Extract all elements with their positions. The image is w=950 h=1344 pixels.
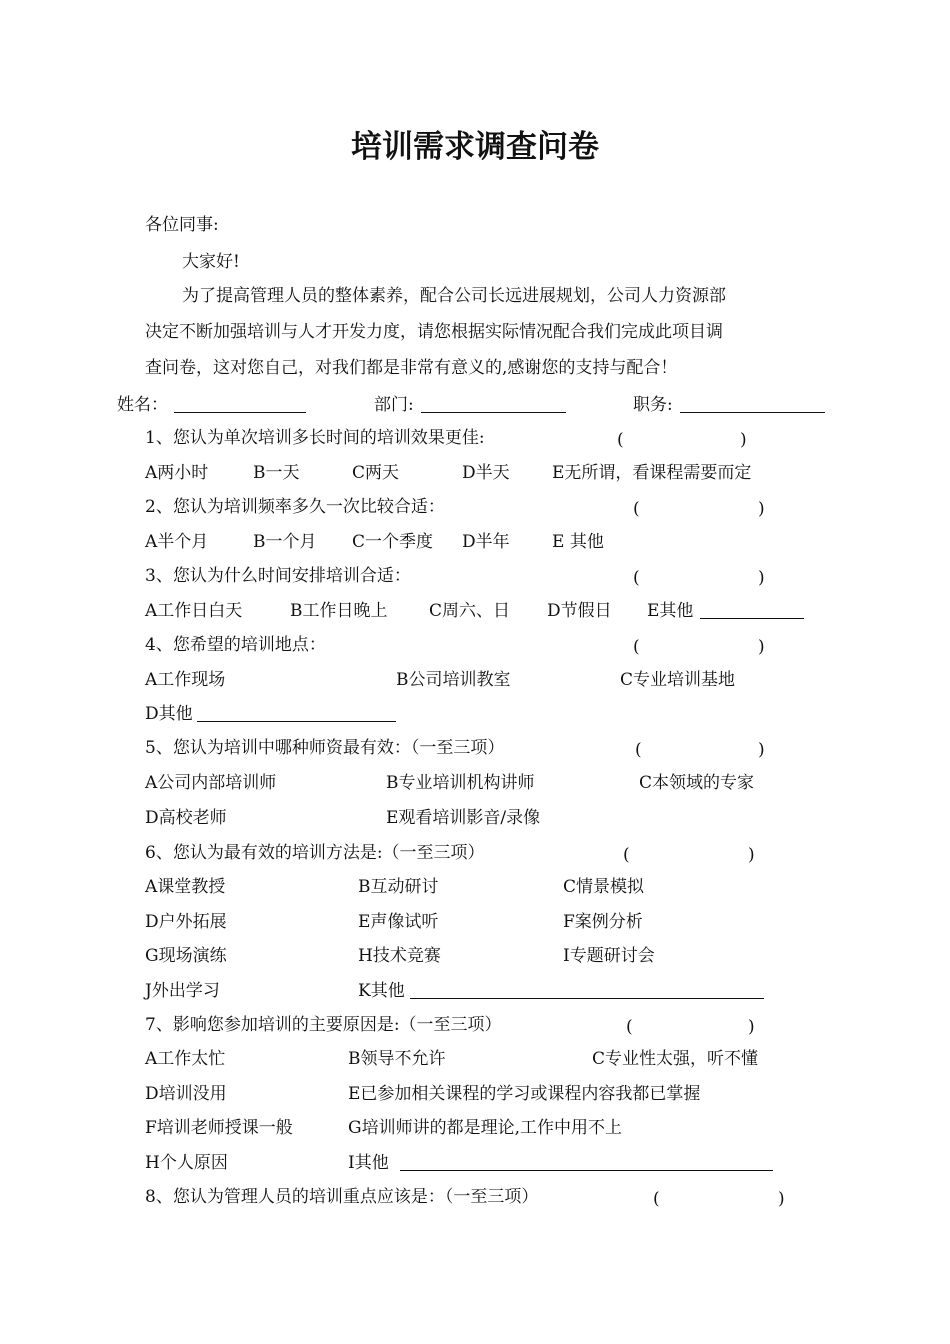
answer-close-paren: ) xyxy=(758,637,765,657)
option: B专业培训机构讲师 xyxy=(386,773,535,793)
answer-close-paren: ) xyxy=(740,430,747,450)
option: D其他 xyxy=(145,704,193,724)
option: E无所谓，看课程需要而定 xyxy=(552,463,752,483)
intro-line-1: 为了提高管理人员的整体素养，配合公司长远进展规划，公司人力资源部 xyxy=(182,286,726,306)
option: D半天 xyxy=(462,463,510,483)
option: B公司培训教室 xyxy=(396,670,511,690)
option: E 其他 xyxy=(552,532,604,552)
answer-open-paren: ( xyxy=(653,1189,660,1209)
option: A工作太忙 xyxy=(145,1049,226,1069)
dept-label: 部门: xyxy=(374,395,414,415)
answer-close-paren: ) xyxy=(748,1017,755,1037)
option: H技术竞赛 xyxy=(358,946,441,966)
answer-close-paren: ) xyxy=(758,499,765,519)
option: C专业性太强，听不懂 xyxy=(592,1049,759,1069)
question-6: 6、您认为最有效的培训方法是:（一至三项） xyxy=(145,843,485,863)
option: G培训师讲的都是理论,工作中用不上 xyxy=(348,1118,622,1138)
option: C情景模拟 xyxy=(563,877,645,897)
option: C本领域的专家 xyxy=(639,773,755,793)
option: C一个季度 xyxy=(352,532,434,552)
answer-open-paren: ( xyxy=(623,845,630,865)
question-3: 3、您认为什么时间安排培训合适： xyxy=(145,566,411,586)
option: A半个月 xyxy=(145,532,209,552)
position-label: 职务: xyxy=(633,395,673,415)
option: I其他 xyxy=(348,1153,389,1173)
option: B工作日晚上 xyxy=(290,601,388,621)
option: B领导不允许 xyxy=(348,1049,446,1069)
other-blank[interactable] xyxy=(410,983,764,999)
option: A工作现场 xyxy=(145,670,226,690)
option: K其他 xyxy=(358,981,405,1001)
answer-open-paren: ( xyxy=(633,568,640,588)
answer-open-paren: ( xyxy=(633,637,640,657)
option: B互动研讨 xyxy=(358,877,439,897)
other-blank[interactable] xyxy=(197,706,396,722)
option: I专题研讨会 xyxy=(563,946,655,966)
option: C专业培训基地 xyxy=(620,670,736,690)
option: C周六、日 xyxy=(429,601,511,621)
option: G现场演练 xyxy=(145,946,227,966)
answer-close-paren: ) xyxy=(758,740,765,760)
name-blank[interactable] xyxy=(174,397,306,413)
question-4: 4、您希望的培训地点： xyxy=(145,635,326,655)
option: D培训没用 xyxy=(145,1084,227,1104)
option: B一个月 xyxy=(253,532,317,552)
option: H个人原因 xyxy=(145,1153,228,1173)
option: D户外拓展 xyxy=(145,912,227,932)
name-label: 姓名： xyxy=(117,395,168,415)
option: E其他 xyxy=(647,601,694,621)
question-5: 5、您认为培训中哪种师资最有效：（一至三项） xyxy=(145,738,505,758)
greeting: 各位同事: xyxy=(145,215,219,235)
option: A工作日白天 xyxy=(145,601,243,621)
answer-open-paren: ( xyxy=(617,430,624,450)
option: J外出学习 xyxy=(145,981,220,1001)
question-7: 7、影响您参加培训的主要原因是:（一至三项） xyxy=(145,1015,502,1035)
option: F案例分析 xyxy=(563,912,643,932)
intro-line-2: 决定不断加强培训与人才开发力度，请您根据实际情况配合我们完成此项目调 xyxy=(145,322,723,342)
option: E观看培训影音/录像 xyxy=(386,808,541,828)
hello: 大家好! xyxy=(182,252,240,272)
option: F培训老师授课一般 xyxy=(145,1118,293,1138)
option: A公司内部培训师 xyxy=(145,773,277,793)
option: B一天 xyxy=(253,463,300,483)
answer-close-paren: ) xyxy=(748,845,755,865)
question-2: 2、您认为培训频率多久一次比较合适： xyxy=(145,497,445,517)
option: E声像试听 xyxy=(358,912,439,932)
answer-close-paren: ) xyxy=(758,568,765,588)
intro-line-3: 查问卷，这对您自己，对我们都是非常有意义的,感谢您的支持与配合！ xyxy=(145,358,678,378)
option: D半年 xyxy=(462,532,510,552)
question-1: 1、您认为单次培训多长时间的培训效果更佳: xyxy=(145,428,485,448)
other-blank[interactable] xyxy=(400,1155,773,1171)
option: A两小时 xyxy=(145,463,209,483)
option: D高校老师 xyxy=(145,808,227,828)
position-blank[interactable] xyxy=(680,397,825,413)
option: C两天 xyxy=(352,463,400,483)
option: E已参加相关课程的学习或课程内容我都已掌握 xyxy=(348,1084,701,1104)
answer-close-paren: ) xyxy=(778,1189,785,1209)
question-8: 8、您认为管理人员的培训重点应该是：（一至三项） xyxy=(145,1187,539,1207)
dept-blank[interactable] xyxy=(421,397,566,413)
answer-open-paren: ( xyxy=(626,1017,633,1037)
option: A课堂教授 xyxy=(145,877,226,897)
page-title: 培训需求调查问卷 xyxy=(351,129,599,165)
other-blank[interactable] xyxy=(700,603,804,619)
answer-open-paren: ( xyxy=(633,499,640,519)
answer-open-paren: ( xyxy=(635,740,642,760)
option: D节假日 xyxy=(547,601,612,621)
